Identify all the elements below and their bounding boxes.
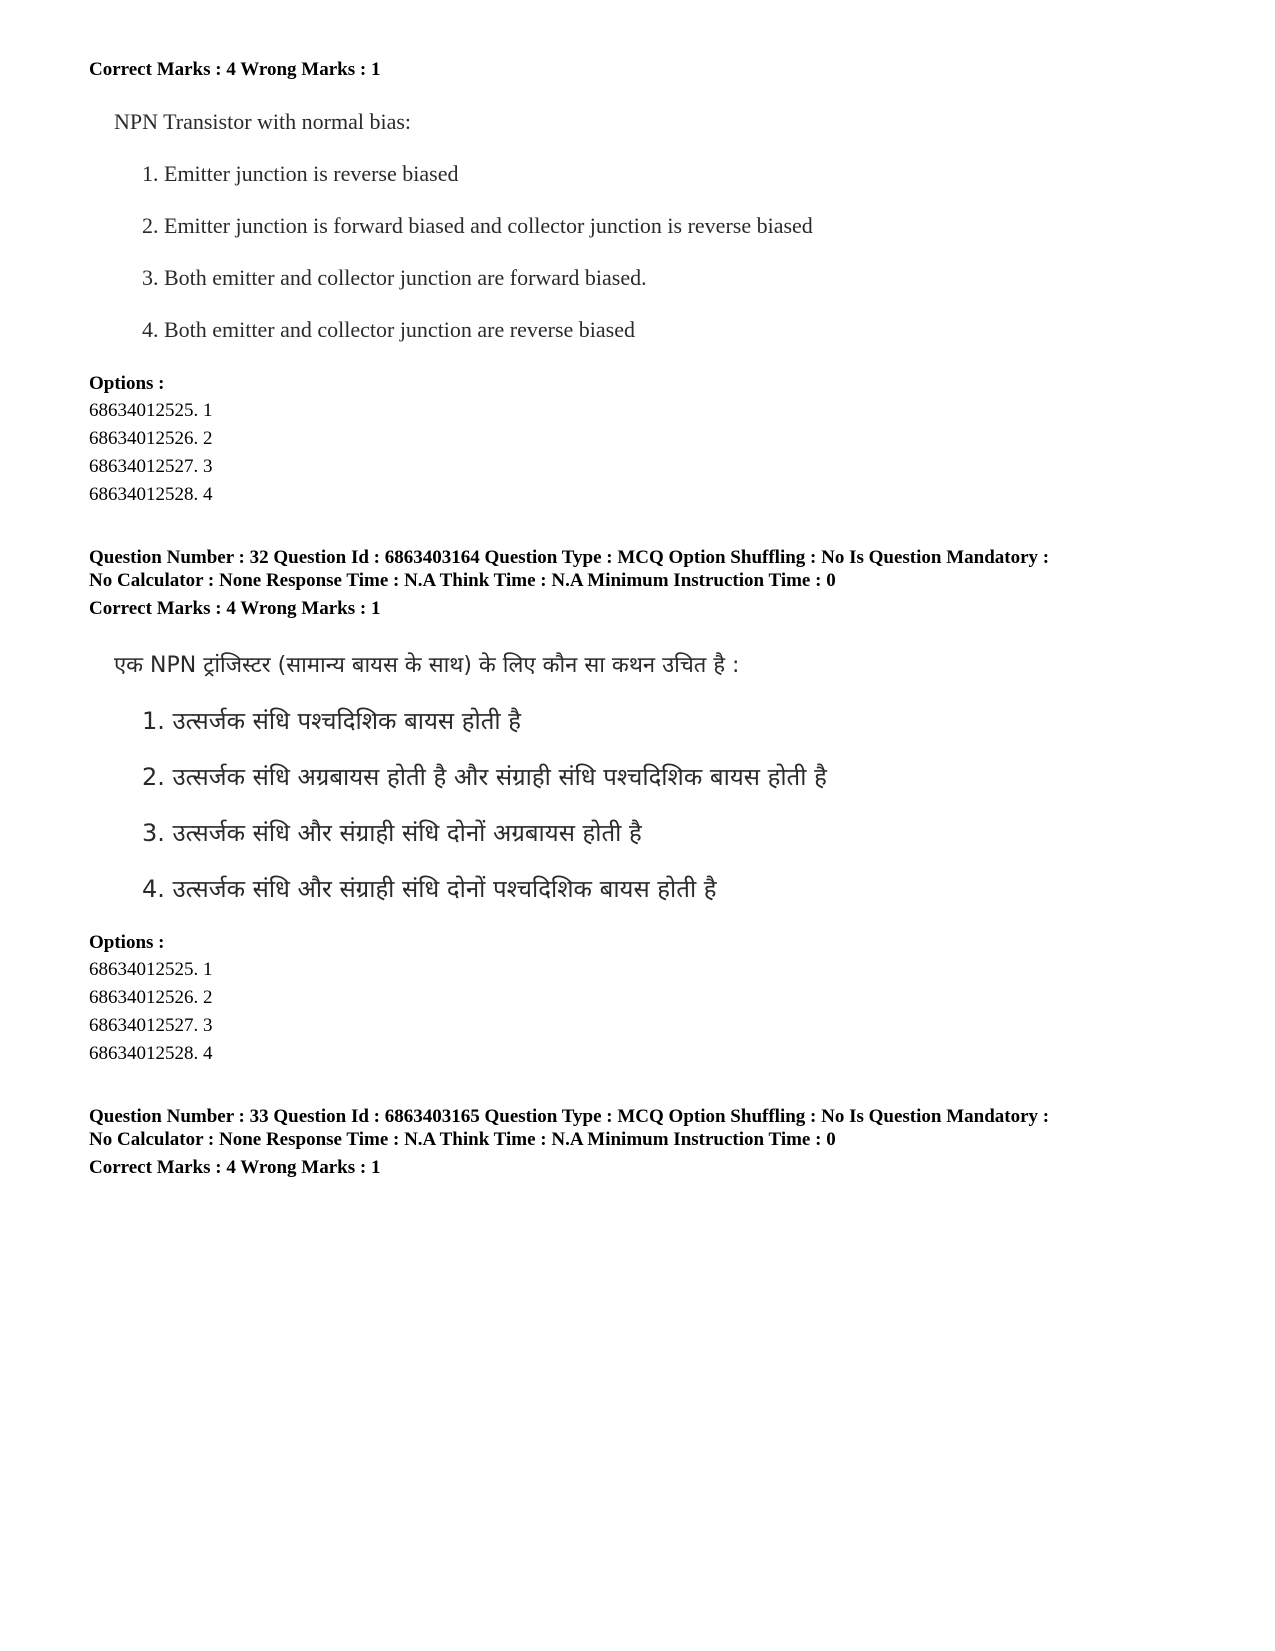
question-statement: 3. Both emitter and collector junction are forward biased. <box>142 265 647 290</box>
option-item: 68634012528. 4 <box>89 1043 213 1064</box>
question-statement: 4. Both emitter and collector junction are reverse biased <box>142 317 635 342</box>
options-label: Options : <box>89 373 165 394</box>
question-header-line: Question Number : 32 Question Id : 6863403164 Question Type : MCQ Option Shuffling : No Is Question Mandatory : <box>89 547 1050 568</box>
question-statement: 1. Emitter junction is reverse biased <box>142 161 459 186</box>
option-item: 68634012527. 3 <box>89 1015 213 1036</box>
question-statement: 3. उत्सर्जक संधि और संग्राही संधि दोनों अग्रबायस होती है <box>142 819 642 847</box>
question-statement: 1. उत्सर्जक संधि पश्चदिशिक बायस होती है <box>142 707 522 735</box>
option-item: 68634012528. 4 <box>89 484 213 505</box>
option-item: 68634012525. 1 <box>89 400 213 421</box>
question-statement: 4. उत्सर्जक संधि और संग्राही संधि दोनों पश्चदिशिक बायस होती है <box>142 875 717 903</box>
option-item: 68634012525. 1 <box>89 959 213 980</box>
question-statement: 2. उत्सर्जक संधि अग्रबायस होती है और संग्राही संधि पश्चदिशिक बायस होती है <box>142 763 827 791</box>
options-label: Options : <box>89 932 165 953</box>
marks-line: Correct Marks : 4 Wrong Marks : 1 <box>89 1157 381 1178</box>
option-item: 68634012526. 2 <box>89 428 213 449</box>
question-header-line: Question Number : 33 Question Id : 6863403165 Question Type : MCQ Option Shuffling : No Is Question Mandatory : <box>89 1106 1050 1127</box>
question-header-line: No Calculator : None Response Time : N.A Think Time : N.A Minimum Instruction Time : 0 <box>89 1129 836 1150</box>
marks-line: Correct Marks : 4 Wrong Marks : 1 <box>89 59 381 80</box>
question-statement: 2. Emitter junction is forward biased and collector junction is reverse biased <box>142 213 813 238</box>
question-intro: एक NPN ट्रांजिस्टर (सामान्य बायस के साथ) के लिए कौन सा कथन उचित है : <box>114 653 740 678</box>
question-intro: NPN Transistor with normal bias: <box>114 109 412 134</box>
question-header-line: No Calculator : None Response Time : N.A Think Time : N.A Minimum Instruction Time : 0 <box>89 570 836 591</box>
marks-line: Correct Marks : 4 Wrong Marks : 1 <box>89 598 381 619</box>
option-item: 68634012526. 2 <box>89 987 213 1008</box>
option-item: 68634012527. 3 <box>89 456 213 477</box>
